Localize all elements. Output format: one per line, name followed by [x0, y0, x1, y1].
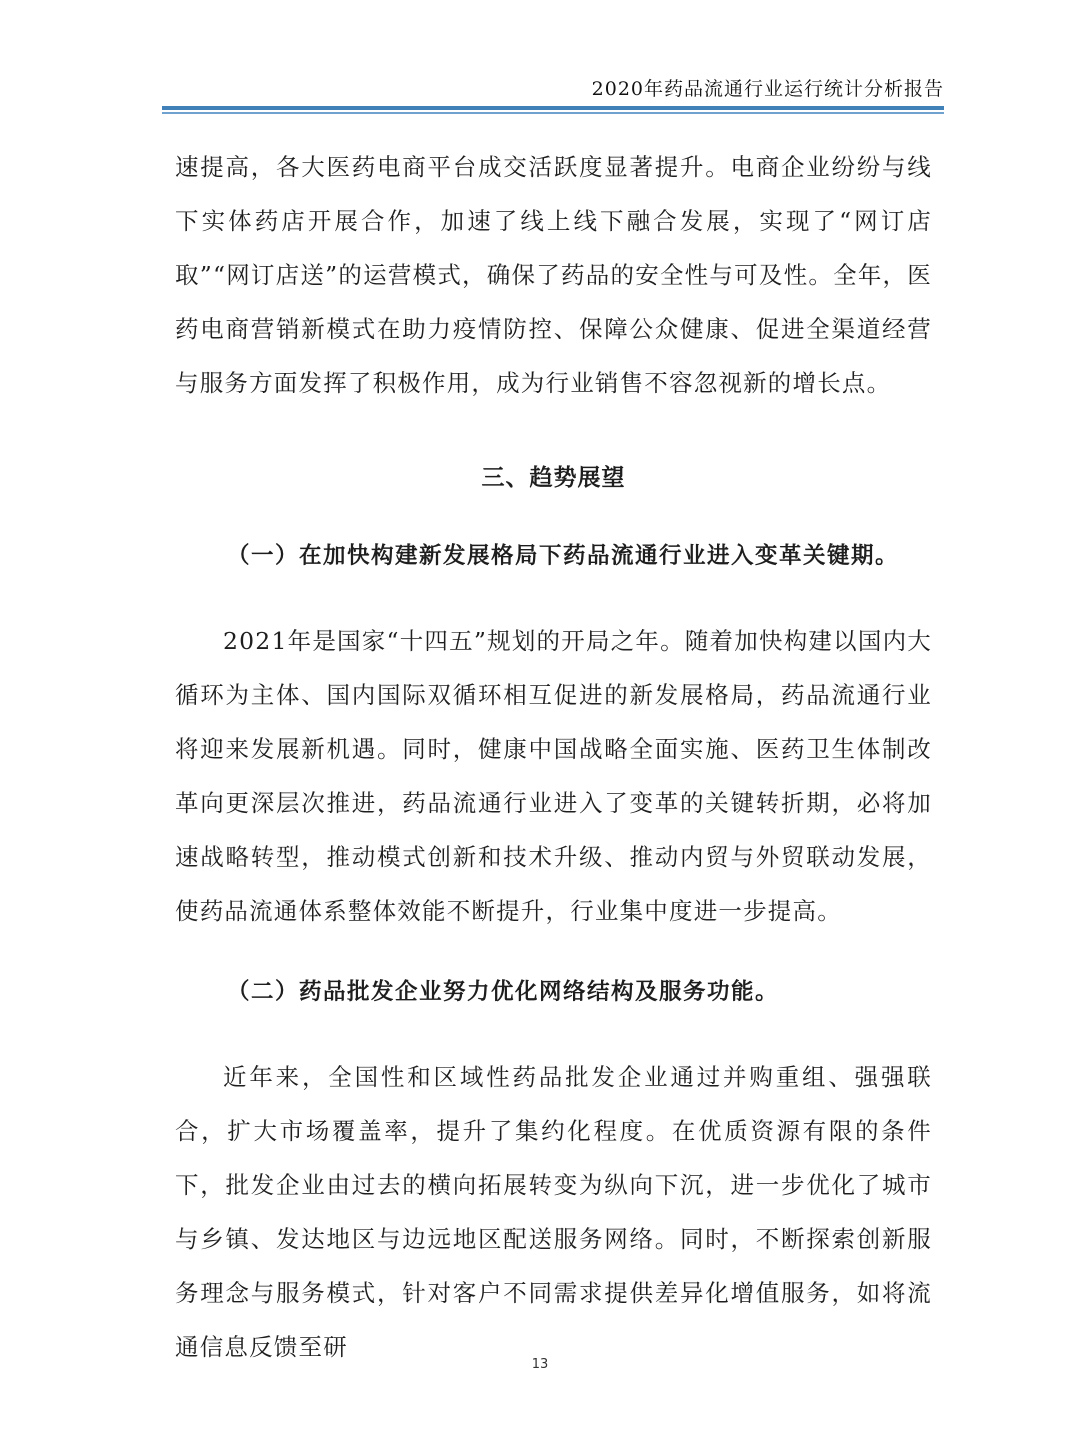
- paragraph-2: 近年来，全国性和区域性药品批发企业通过并购重组、强强联合，扩大市场覆盖率，提升了集约化程度。在优质资源有限的条件下，批发企业由过去的横向拓展转变为纵向下沉，进一步优化了城市与乡镇、发达地区与边远地区配送服务网络。同时，不断探索创新服务理念与服务模式，针对客户不同需求提供差异化增值服务，如将流通信息反馈至研: [175, 1063, 932, 1361]
- paragraph-1: 2021年是国家“十四五”规划的开局之年。随着加快构建以国内大循环为主体、国内国际双循环相互促进的新发展格局，药品流通行业将迎来发展新机遇。同时，健康中国战略全面实施、医药卫生体制改革向更深层次推进，药品流通行业进入了变革的关键转折期，必将加速战略转型，推动模式创新和技术升级、推动内贸与外贸联动发展，使药品流通体系整体效能不断提升，行业集中度进一步提高。: [175, 627, 932, 925]
- subsection-title-1: （一）在加快构建新发展格局下药品流通行业进入变革关键期。: [227, 543, 900, 569]
- subsection-title-2: （二）药品批发企业努力优化网络结构及服务功能。: [227, 979, 780, 1005]
- page-number: 13: [531, 1357, 549, 1372]
- running-header-title: 2020年药品流通行业运行统计分析报告: [591, 78, 944, 100]
- header-rule-thin: [162, 112, 944, 114]
- header-rule-thick: [162, 106, 944, 110]
- page-body: [175, 140, 932, 1374]
- section-title: 三、趋势展望: [481, 465, 626, 491]
- paragraph-intro: 速提高，各大医药电商平台成交活跃度显著提升。电商企业纷纷与线下实体药店开展合作，加速了线上线下融合发展，实现了“网订店取”“网订店送”的运营模式，确保了药品的安全性与可及性。全年，医药电商营销新模式在助力疫情防控、保障公众健康、促进全渠道经营与服务方面发挥了积极作用，成为行业销售不容忽视新的增长点。: [175, 153, 932, 397]
